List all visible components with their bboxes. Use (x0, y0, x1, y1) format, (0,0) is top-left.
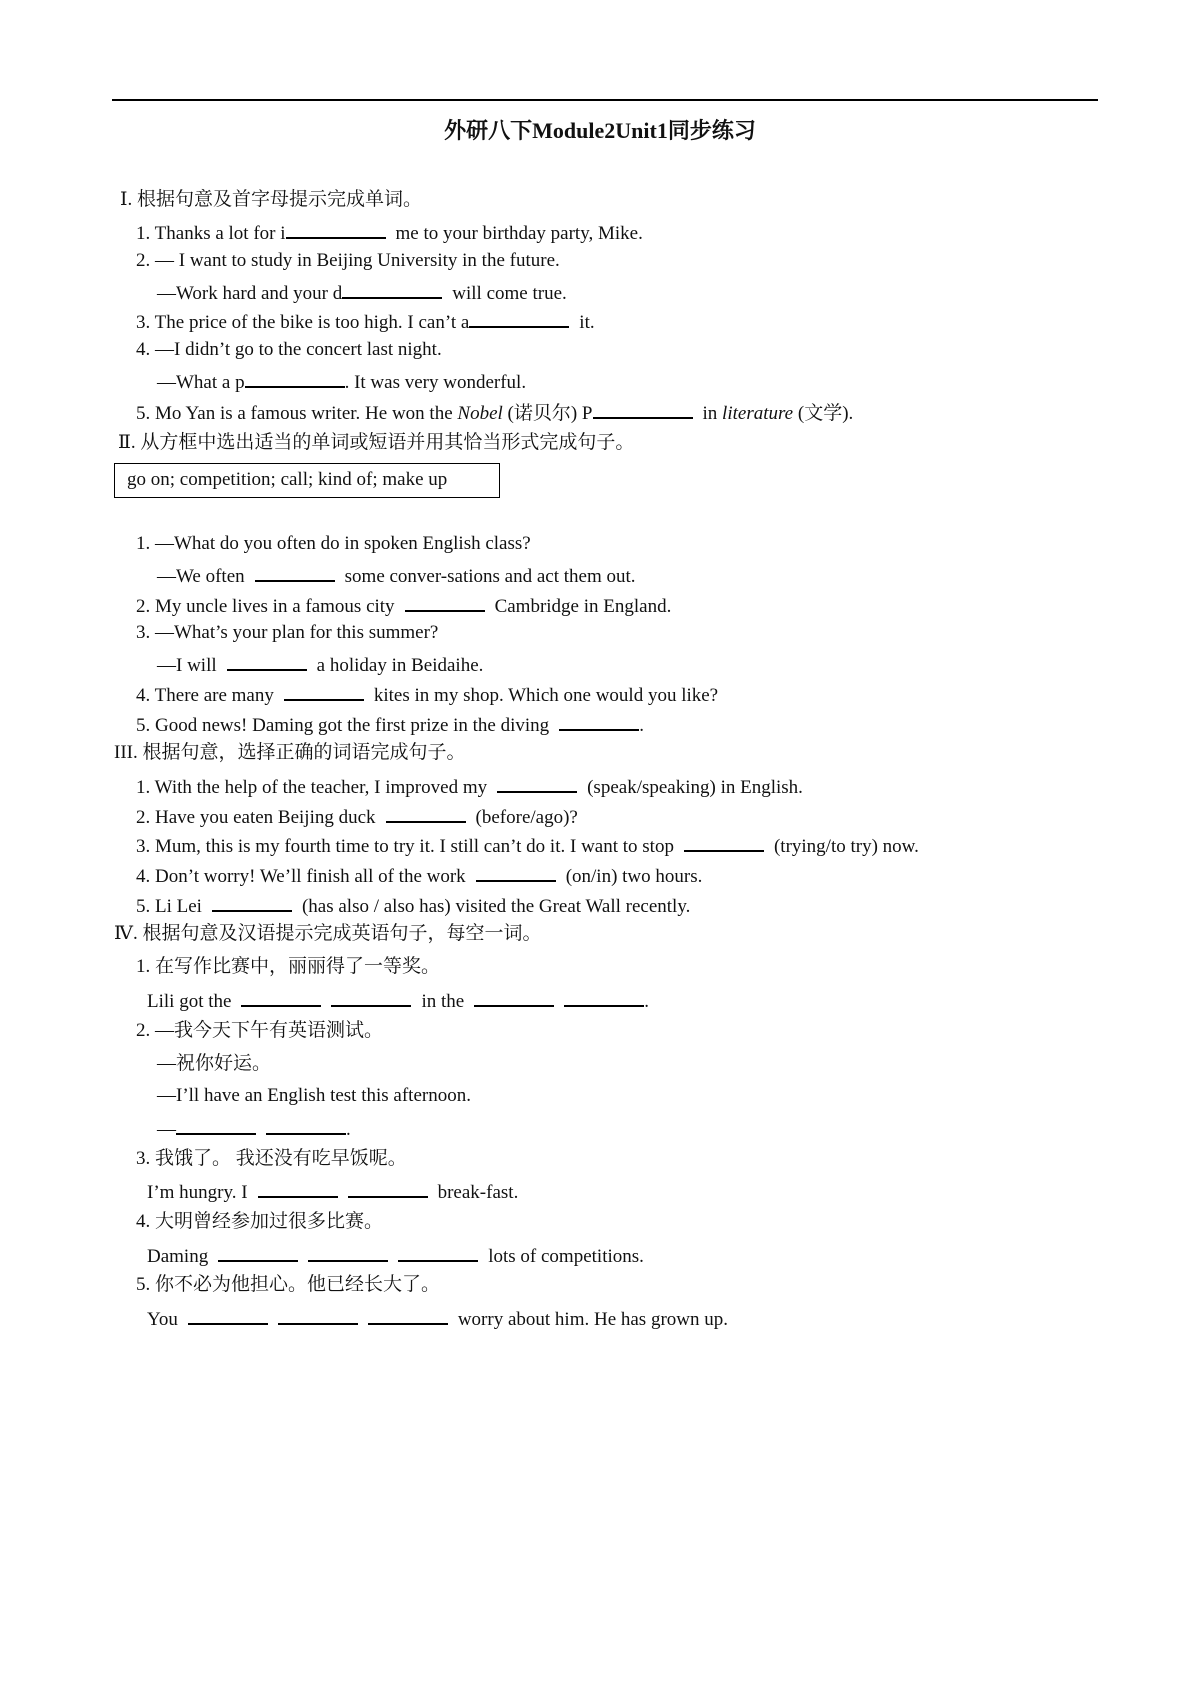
answer-blank (212, 892, 292, 912)
s2-question-1-line-1: 1. —What do you often do in spoken English class? (136, 533, 531, 554)
s4-question-4-chinese: 4. 大明曾经参加过很多比赛。 (136, 1211, 384, 1232)
s1-question-4-line-1: 4. —I didn’t go to the concert last night. (136, 339, 442, 360)
section-3-heading: III. 根据句意，选择正确的词语完成句子。 (114, 742, 466, 763)
answer-blank (564, 987, 644, 1007)
s3-question-1: 1. With the help of the teacher, I improved my (speak/speaking) in English. (136, 773, 803, 800)
s3-question-5: 5. Li Lei (has also / also has) visited the Great Wall recently. (136, 892, 690, 919)
answer-blank (398, 1242, 478, 1262)
page-title: 外研八下Module2Unit1同步练习 (444, 118, 756, 143)
answer-blank (386, 803, 466, 823)
s2-question-5: 5. Good news! Daming got the first prize in the diving . (136, 711, 644, 738)
answer-blank (188, 1305, 268, 1325)
answer-blank (559, 711, 639, 731)
answer-blank (241, 987, 321, 1007)
s1-question-2-line-1: 2. — I want to study in Beijing University in the future. (136, 250, 560, 271)
s4-question-1-chinese: 1. 在写作比赛中，丽丽得了一等奖。 (136, 956, 441, 977)
answer-blank (368, 1305, 448, 1325)
answer-blank (308, 1242, 388, 1262)
s1-question-5: 5. Mo Yan is a famous writer. He won the Nobel (诺贝尔) P in literature (文学). (136, 399, 853, 426)
s2-question-1-line-2: —We often some conver-sations and act them out. (157, 562, 636, 589)
answer-blank (218, 1242, 298, 1262)
word-box (114, 463, 500, 498)
answer-blank (474, 987, 554, 1007)
s4-question-2-line-3: —I’ll have an English test this afternoon. (157, 1085, 471, 1106)
s1-question-1: 1. Thanks a lot for i me to your birthday party, Mike. (136, 219, 643, 246)
answer-blank (497, 773, 577, 793)
s4-question-3-chinese: 3. 我饿了。 我还没有吃早饭呢。 (136, 1148, 407, 1169)
answer-blank (331, 987, 411, 1007)
s1-question-2-line-2: —Work hard and your d will come true. (157, 279, 567, 306)
answer-blank (593, 399, 693, 419)
s4-question-2-line-1: 2. —我今天下午有英语测试。 (136, 1020, 384, 1041)
s4-question-2-line-2: —祝你好运。 (157, 1053, 272, 1074)
s3-question-2: 2. Have you eaten Beijing duck (before/ago)? (136, 803, 578, 830)
answer-blank (278, 1305, 358, 1325)
answer-blank (286, 219, 386, 239)
s4-question-4-english: Daming lots of competitions. (147, 1242, 644, 1269)
answer-blank (348, 1178, 428, 1198)
answer-blank (684, 832, 764, 852)
section-1-heading: Ⅰ. 根据句意及首字母提示完成单词。 (120, 189, 423, 210)
s2-question-3-line-2: —I will a holiday in Beidaihe. (157, 651, 483, 678)
section-4-heading: Ⅳ. 根据句意及汉语提示完成英语句子，每空一词。 (114, 923, 542, 944)
answer-blank (284, 681, 364, 701)
s4-question-5-chinese: 5. 你不必为他担心。他已经长大了。 (136, 1274, 441, 1295)
answer-blank (258, 1178, 338, 1198)
word-box-text: go on; competition; call; kind of; make up (127, 469, 448, 490)
s2-question-2: 2. My uncle lives in a famous city Cambridge in England. (136, 592, 671, 619)
s4-question-2-line-4: — . (157, 1115, 351, 1142)
answer-blank (342, 279, 442, 299)
s3-question-4: 4. Don’t worry! We’ll finish all of the work (on/in) two hours. (136, 862, 702, 889)
top-rule (112, 99, 1098, 101)
answer-blank (245, 368, 345, 388)
answer-blank (176, 1115, 256, 1135)
s2-question-3-line-1: 3. —What’s your plan for this summer? (136, 622, 439, 643)
s3-question-3: 3. Mum, this is my fourth time to try it. I still can’t do it. I want to stop (trying/to try) now. (136, 832, 919, 859)
answer-blank (469, 308, 569, 328)
s4-question-1-english: Lili got the in the . (147, 987, 649, 1014)
answer-blank (227, 651, 307, 671)
answer-blank (266, 1115, 346, 1135)
s1-question-3: 3. The price of the bike is too high. I can’t a it. (136, 308, 595, 335)
answer-blank (405, 592, 485, 612)
s1-question-4-line-2: —What a p . It was very wonderful. (157, 368, 526, 395)
s4-question-5-english: You worry about him. He has grown up. (147, 1305, 728, 1332)
answer-blank (255, 562, 335, 582)
section-2-heading: Ⅱ. 从方框中选出适当的单词或短语并用其恰当形式完成句子。 (118, 432, 635, 453)
s4-question-3-english: I’m hungry. I break-fast. (147, 1178, 518, 1205)
s2-question-4: 4. There are many kites in my shop. Which one would you like? (136, 681, 718, 708)
answer-blank (476, 862, 556, 882)
